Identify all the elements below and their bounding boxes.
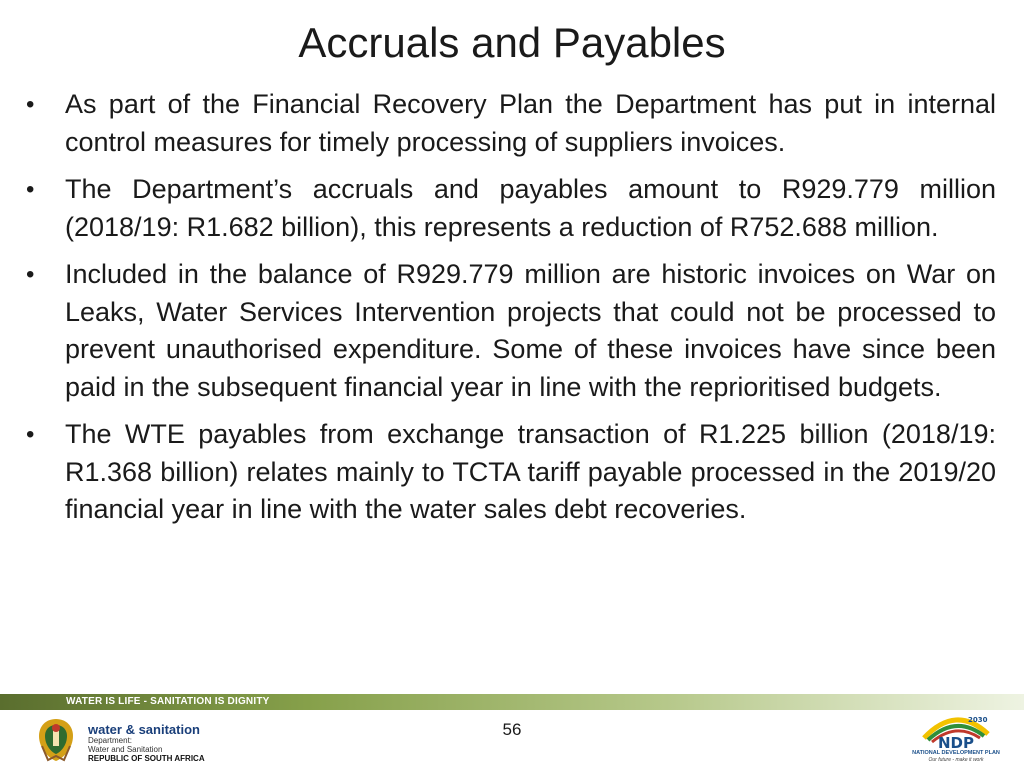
bullet-dot-icon: • — [26, 261, 35, 288]
ndp-tagline: Our future - make it work — [928, 757, 984, 763]
department-wordmark — [88, 722, 205, 763]
bullet-list — [24, 86, 996, 539]
ndp-logo-icon — [918, 710, 994, 750]
bullet-text: Included in the balance of R929.779 million are historic invoices on War on Leaks, Water Services Intervention projects that could not be processed to prevent unauthorised expenditure. Some of these invoices have since been paid in the subsequent financial year in line with the reprioritised budgets. — [65, 259, 996, 402]
bullet-item — [24, 86, 996, 161]
footer-slogan: WATER IS LIFE - SANITATION IS DIGNITY — [66, 696, 270, 707]
bullet-item — [24, 171, 996, 246]
bullet-dot-icon: • — [26, 176, 35, 203]
slide-title: Accruals and Payables — [298, 19, 726, 66]
bullet-item — [24, 416, 996, 529]
department-line2: Water and Sanitation — [88, 744, 163, 754]
bullet-text: The WTE payables from exchange transaction of R1.225 billion (2018/19: R1.368 billion) relates mainly to TCTA tariff payable processed in the 2019/20 financial year in line with the water sales debt recoveries. — [65, 419, 996, 524]
bullet-text: As part of the Financial Recovery Plan the Department has put in internal control measures for timely processing of suppliers invoices. — [65, 89, 996, 157]
ndp-mark: NDP — [938, 734, 974, 750]
footer-slogan-band — [0, 694, 1024, 710]
bullet-dot-icon: • — [26, 91, 35, 118]
bullet-item — [24, 256, 996, 406]
ndp-name: NATIONAL DEVELOPMENT PLAN — [912, 750, 1000, 756]
page-number: 56 — [502, 720, 522, 739]
department-name: water & sanitation — [88, 722, 200, 737]
coat-of-arms-icon — [34, 716, 78, 764]
department-line1: Department: — [88, 736, 133, 745]
bullet-text: The Department’s accruals and payables amount to R929.779 million (2018/19: R1.682 billion), this represents a reduction of R752.688 million. — [65, 174, 996, 242]
department-line3: REPUBLIC OF SOUTH AFRICA — [88, 754, 205, 763]
bullet-dot-icon: • — [26, 421, 35, 448]
ndp-year: 2030 — [968, 716, 988, 724]
